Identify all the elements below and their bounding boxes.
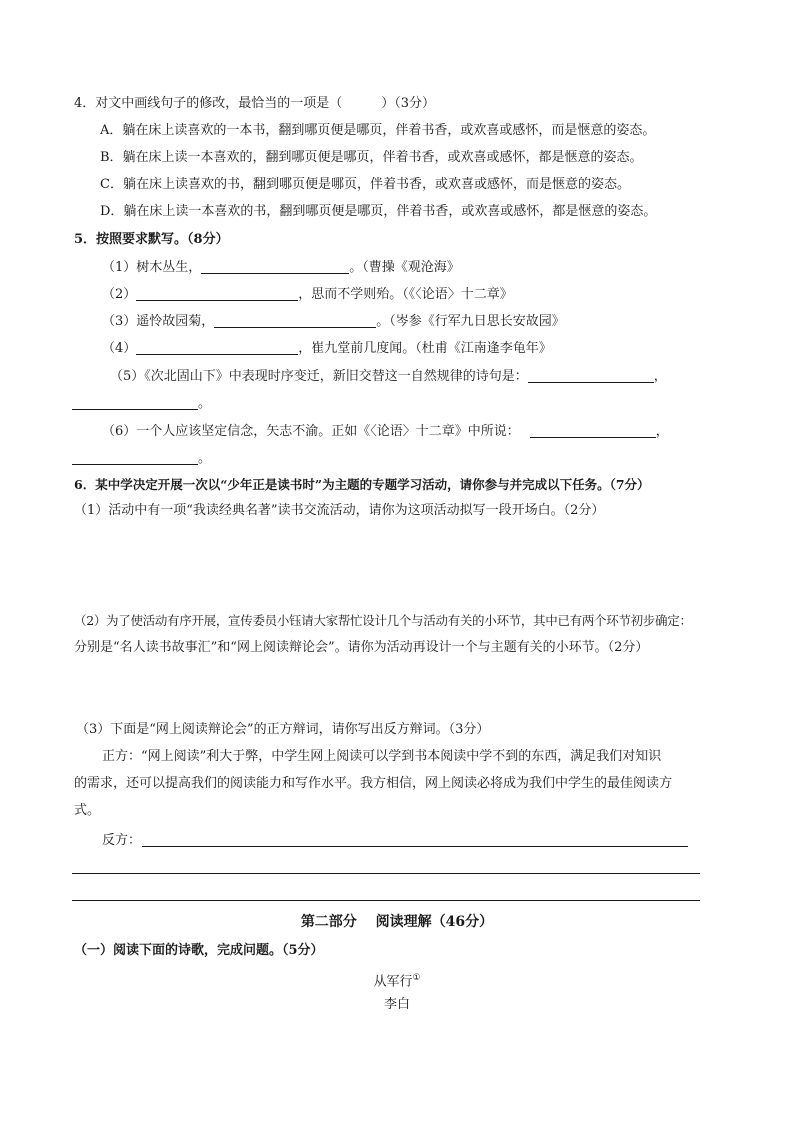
q4-option-c[interactable]: C．躺在床上读喜欢的书，翻到哪页便是哪页，伴着书香，或欢喜或感怀，而是惬意的姿态。 — [100, 177, 630, 192]
q5-item-6-blank-a[interactable] — [530, 423, 656, 438]
q6-sub2-line1: （2）为了使活动有序开展，宣传委员小钰请大家帮忙设计几个与活动有关的小环节，其中已有两个环节初步确定： — [74, 613, 692, 628]
q5-item-4-pre: （4） — [102, 341, 137, 356]
q4-option-b[interactable]: B．躺在床上读一本喜欢的，翻到哪页便是哪页，伴着书香，或欢喜或感怀，都是惬意的姿态。 — [100, 150, 643, 165]
part2-section1: （一）阅读下面的诗歌，完成问题。（5分） — [74, 943, 324, 958]
q5-item-1-post: 。（曹操《观沧海》 — [349, 260, 460, 275]
q5-item-1 — [102, 259, 460, 277]
q4-option-d[interactable]: D．躺在床上读一本喜欢的书，翻到哪页便是哪页，伴着书香，或欢喜或感怀，都是惬意的姿态。 — [100, 204, 657, 219]
q5-item-3-blank[interactable] — [214, 313, 376, 328]
q5-item-2-pre: （2） — [102, 287, 137, 302]
q6-stem: 6．某中学决定开展一次以“少年正是读书时”为主题的专题学习活动，请你参与并完成以下任务。（7分） — [74, 477, 650, 492]
part2-heading: 第二部分 阅读理解（46分） — [300, 914, 494, 930]
zhengfang-line3: 式。 — [74, 803, 101, 818]
q5-item-4-blank[interactable] — [136, 340, 298, 355]
q5-item-5-text: （5）《次北固山下》中表现时序变迁，新旧交替这一自然规律的诗句是： — [110, 369, 528, 384]
q5-item-4 — [102, 340, 552, 358]
q5-item-5-comma: ， — [653, 369, 667, 384]
q5-item-1-blank[interactable] — [201, 259, 349, 274]
q5-item-6-period: 。 — [198, 451, 212, 466]
q6-sub2-line2: 分别是“名人读书故事汇”和“网上阅读辩论会”。请你为活动再设计一个与主题有关的小环节。（2分） — [74, 640, 649, 655]
zhengfang-line1: 正方：“网上阅读”利大于弊，中学生网上阅读可以学到书本阅读中学不到的东西，满足我们对知识 — [102, 749, 662, 764]
q5-item-5-period: 。 — [198, 396, 212, 411]
poem-title-text: 从军行 — [373, 974, 413, 990]
q5-item-5-blank-b[interactable] — [72, 395, 198, 410]
q4-option-a[interactable]: A．躺在床上读喜欢的一本书，翻到哪页便是哪页，伴着书香，或欢喜或感怀，而是惬意的姿态。 — [100, 123, 656, 138]
q6-sub3: （3）下面是“网上阅读辩论会”的正方辩词，请你写出反方辩词。（3分） — [76, 722, 490, 737]
q4-stem: 4．对文中画线句子的修改，最恰当的一项是（ ）（3分） — [74, 96, 436, 111]
fanfang-answer-line-3[interactable] — [72, 900, 700, 901]
q5-item-5-blank-a[interactable] — [528, 368, 654, 383]
q5-item-3 — [102, 313, 565, 331]
q5-item-1-pre: （1）树木丛生， — [102, 260, 202, 275]
zhengfang-line2: 的需求，还可以提高我们的阅读能力和写作水平。我方相信，网上阅读必将成为我们中学生的最佳阅读方 — [74, 776, 673, 791]
q5-item-2-post: ，思而不学则殆。（《〈论语〉十二章》 — [298, 287, 513, 302]
q5-item-2-blank[interactable] — [136, 286, 298, 301]
q5-item-2 — [102, 286, 513, 304]
q5-item-4-post: ，崔九堂前几度闻。（杜甫《江南逢李龟年》 — [298, 341, 552, 356]
fanfang-label: 反方： — [102, 833, 142, 848]
fanfang-answer-line-2[interactable] — [72, 873, 700, 874]
q5-item-6 — [102, 423, 669, 441]
fanfang-answer-line-1[interactable] — [142, 846, 688, 847]
q5-item-3-post: 。（岑参《行军九日思长安故园》 — [376, 314, 565, 329]
q5-item-6-blank-b[interactable] — [72, 450, 198, 465]
poem-note: ① — [412, 973, 421, 983]
q5-item-5 — [110, 368, 667, 386]
q5-item-6-text: （6）一个人应该坚定信念，矢志不渝。正如《〈论语〉十二章》中所说： — [102, 424, 520, 439]
q5-item-5-cont — [72, 395, 211, 413]
q6-sub1: （1）活动中有一项“我读经典名著”读书交流活动，请你为这项活动拟写一段开场白。（2分） — [74, 503, 605, 518]
q5-stem: 5．按照要求默写。（8分） — [74, 232, 229, 247]
q5-item-3-pre: （3）遥怜故园菊， — [102, 314, 215, 329]
q5-item-6-comma: ， — [655, 424, 669, 439]
q5-item-6-cont — [72, 450, 211, 468]
poem-title — [0, 969, 794, 991]
poem-author: 李白 — [383, 997, 410, 1012]
